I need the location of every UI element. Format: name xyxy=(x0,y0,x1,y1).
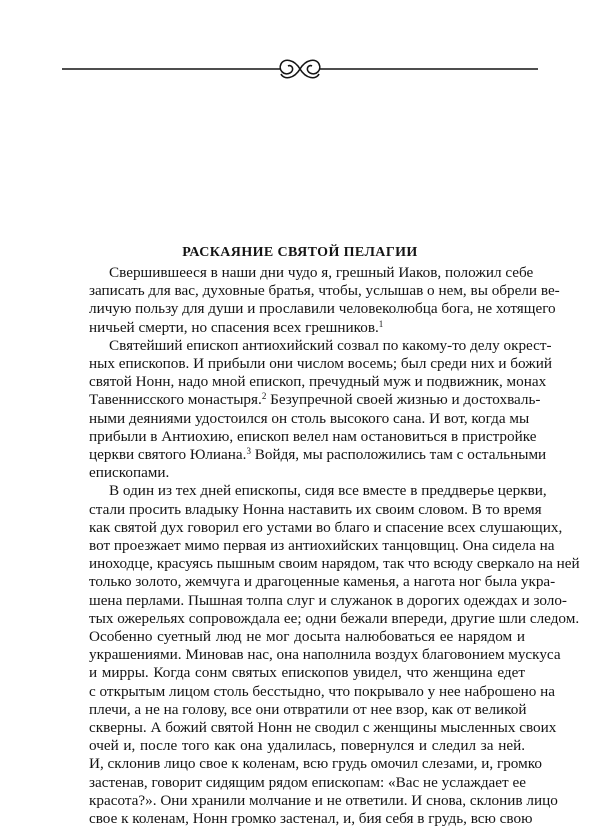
paragraph-1 xyxy=(89,264,560,337)
text-line: И, склонив лицо свое к коленам, всю грудь омочил слезами, и, громко xyxy=(89,755,542,773)
paragraph-2 xyxy=(89,336,552,483)
text-line: застенав, говорит сидящим рядом епископам: «Вас не услаждает ее xyxy=(89,773,526,791)
text-line: записать для вас, духовные братья, чтобы, услышав о нем, вы обрели ве- xyxy=(89,282,560,300)
text-line: шена перлами. Пышная толпа слуг и служанок в дорогих одеждах и золо- xyxy=(89,591,567,609)
text-line: вот проезжает мимо первая из антиохийских танцовщиц. Она сидела на xyxy=(89,537,555,555)
text-line: украшениями. Миновав нас, она наполнила воздух благовонием мускуса xyxy=(89,646,561,664)
text-line: как святой дух говорил его устами во благо и спасение всех слушающих, xyxy=(89,518,563,536)
ornamental-divider xyxy=(62,54,538,84)
body-text xyxy=(89,264,580,828)
text-line: красота?». Они хранили молчание и не ответили. И снова, склонив лицо xyxy=(89,791,558,809)
footnote-mark[interactable]: 3 xyxy=(246,446,251,457)
text-line: личую пользу для души и прославили человеколюбца бога, не хотящего xyxy=(89,300,556,318)
text-line: Святейший епископ антиохийский созвал по какому-то делу окрест- xyxy=(109,336,552,354)
text-line: епископами. xyxy=(89,464,170,482)
text-line: плечи, а не на голову, все они отвратили от нее взор, как от великой xyxy=(89,700,527,718)
text-line: Особенно суетный люд не мог досыта налюбоваться ее нарядом и xyxy=(89,628,525,646)
text-line: свое к коленам, Нонн громко застенал, и, бия себя в грудь, всю свою xyxy=(89,810,533,828)
paragraph-3 xyxy=(89,482,580,828)
text-line: очей и, после того как она удалилась, повернулся и следил за ней. xyxy=(89,737,525,755)
text-line: тых ожерельях сопровождала ее; одни бежали впереди, другие шли следом. xyxy=(89,609,580,627)
text-line: прибыли в Антиохию, епископ велел нам остановиться в пристройке xyxy=(89,427,537,445)
chapter-title: РАСКАЯНИЕ СВЯТОЙ ПЕЛАГИИ xyxy=(182,245,418,260)
text-line: только золото, жемчуга и драгоценные каменья, а нагота ног была укра- xyxy=(89,573,556,591)
text-line: ничьей смерти, но спасения всех грешников.$^1$ xyxy=(89,318,384,336)
text-line: скверны. А божий святой Нонн не сводил с женщины мысленных своих xyxy=(89,719,557,737)
footnote-mark[interactable]: 2 xyxy=(261,391,267,402)
text-line: и мирры. Когда сонм святых епископов увидел, что женщина едет xyxy=(89,664,525,682)
text-line: Свершившееся в наши дни чудо я, грешный Иаков, положил себе xyxy=(109,264,534,281)
footnote-mark[interactable]: 1 xyxy=(378,318,384,329)
text-line: стали просить владыку Нонна наставить их своим словом. В то время xyxy=(89,500,542,518)
fleuron-ornament-icon xyxy=(277,60,323,77)
text-line: ных епископов. И прибыли они числом восемь; был среди них и божий xyxy=(89,355,552,373)
text-line: ными деяниями удостоился он столь высокого сана. И вот, когда мы xyxy=(89,409,530,427)
text-line: В один из тех дней епископы, сидя все вместе в преддверье церкви, xyxy=(109,482,547,500)
text-line: иноходце, красуясь пышным своим нарядом, так что всюду сверкало на ней xyxy=(89,555,580,573)
text-line: Тавеннисского монастыря.$^2$ Безупречной своей жизнью и достохваль- xyxy=(89,391,541,409)
text-line: святой Нонн, надо мной епископ, пречудный муж и подвижник, монах xyxy=(89,373,547,391)
text-line: с открытым лицом столь бесстыдно, что покрывало у нее наброшено на xyxy=(89,682,556,700)
text-line: церкви святого Юлиана.$^3$ Войдя, мы расположились там с остальными xyxy=(89,446,547,464)
